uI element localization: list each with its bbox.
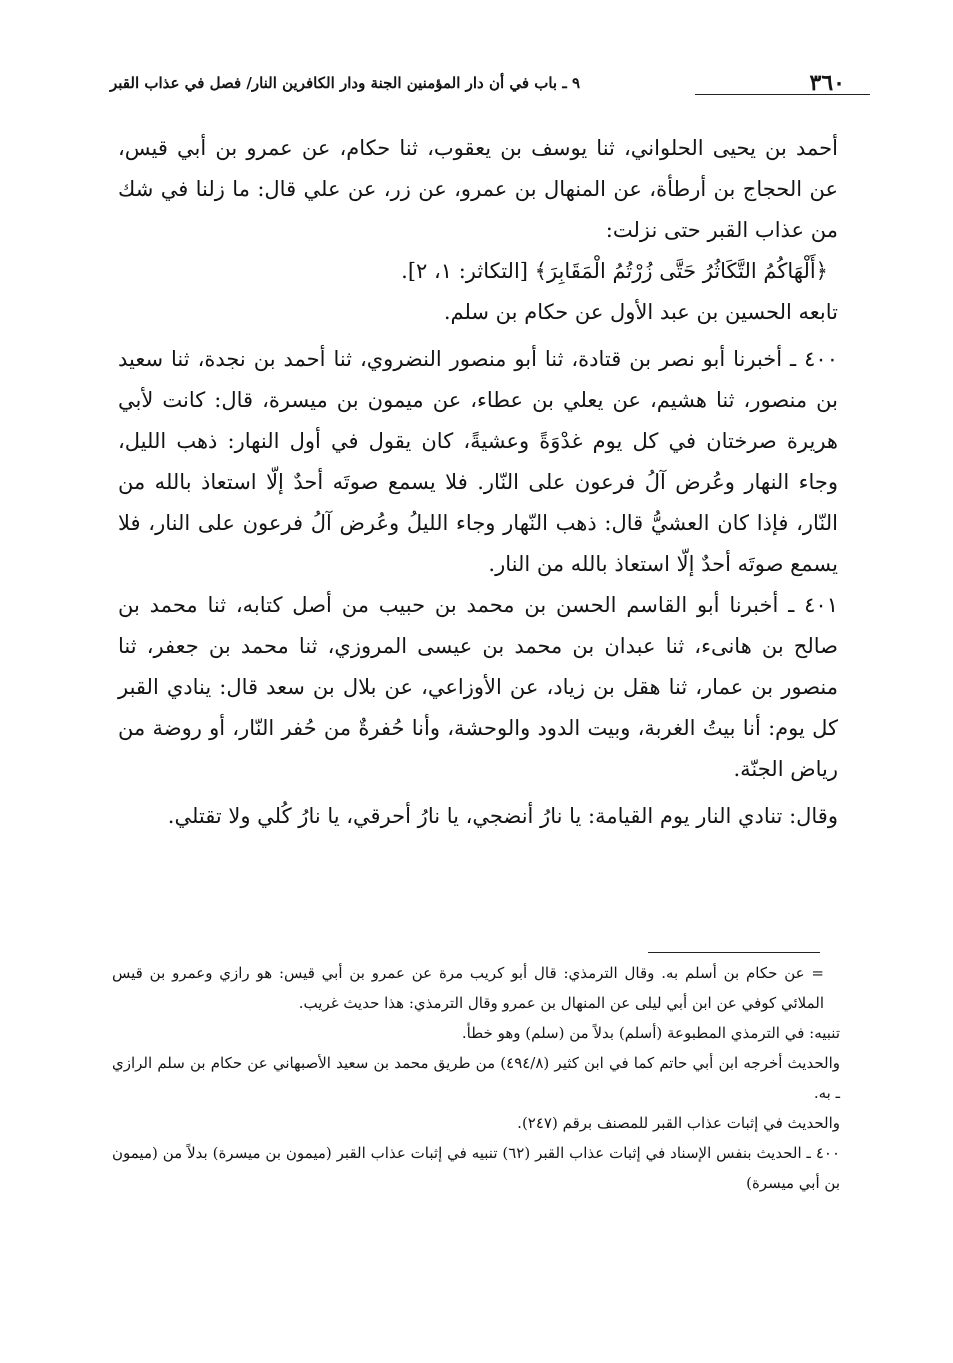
header-rule	[695, 94, 870, 95]
page-header	[110, 70, 845, 110]
hadith-400: ٤٠٠ ـ أخبرنا أبو نصر بن قتادة، ثنا أبو منصور النضروي، ثنا أحمد بن نجدة، ثنا سعيد بن منصور، ثنا هشيم، عن يعلي بن عطاء، عن ميمون بن ميسرة، قال: كانت لأبي هريرة صرختان في كل يوم غدْوَةً وعشيةً، كان يقول في أول النهار: ذهب الليل، وجاء النهار وعُرض آلُ فرعون على النّار. فلا يسمع صوتَه أحدٌ إلّا استعاذ بالله من النّار، فإذا كان العشيُّ قال: ذهب النّهار وجاء الليلُ وعُرض آلُ فرعون على النار، فلا يسمع صوتَه أحدٌ إلّا استعاذ بالله من النار.	[118, 347, 838, 576]
footnote-ithbat: والحديث في إثبات عذاب القبر للمصنف برقم (٢٤٧).	[517, 1114, 840, 1132]
main-text	[118, 128, 838, 837]
paragraph-follow-up: تابعه الحسين بن عبد الأول عن حكام بن سلم.	[443, 300, 838, 324]
footnote-continuation: = عن حكام بن أسلم به. وقال الترمذي: قال أبو كريب مرة عن عمرو بن أبي قيس: هو رازي وعمرو بن قيس الملائي كوفي عن ابن أبي ليلى عن المنهال بن عمرو وقال الترمذي: هذا حديث غريب.	[112, 964, 824, 1012]
footnote-rule	[648, 952, 820, 953]
footnote-ibn-kathir: والحديث أخرجه ابن أبي حاتم كما في ابن كثير (٤٩٤/٨) من طريق محمد بن سعيد الأصبهاني عن حكام بن سلم الرازي ـ به.	[112, 1054, 840, 1102]
footnotes	[112, 958, 840, 1198]
page-number: ٣٦٠	[809, 70, 845, 96]
quran-verse: ﴿أَلْهَاكُمُ التَّكَاثُرُ حَتَّى زُرْتُمُ الْمَقَابِرَ﴾ [التكاثر: ١، ٢].	[401, 259, 828, 283]
hadith-401: ٤٠١ ـ أخبرنا أبو القاسم الحسن بن محمد بن حبيب من أصل كتابه، ثنا محمد بن صالح بن هانىء، ثنا عبدان بن محمد بن عيسى المروزي، ثنا محمد بن جعفر، ثنا منصور بن عمار، ثنا هقل بن زياد، عن الأوزاعي، عن بلال بن سعد قال: ينادي القبر كل يوم: أنا بيتُ الغربة، وبيت الدود والوحشة، وأنا حُفرةٌ من حُفر النّار، أو روضة من رياض الجنّة.	[118, 593, 838, 781]
footnote-400: ٤٠٠ ـ الحديث بنفس الإسناد في إثبات عذاب القبر (٦٢) تنبيه في إثبات عذاب القبر (ميمون بن ميسرة) بدلاً من (ميمون بن أبي ميسرة)	[112, 1144, 840, 1192]
footnote-note: تنبيه: في الترمذي المطبوعة (أسلم) بدلاً من (سلم) وهو خطأ.	[461, 1024, 840, 1042]
running-head: ٩ ـ باب في أن دار المؤمنين الجنة ودار الكافرين النار/ فصل في عذاب القبر	[110, 74, 581, 92]
paragraph-fire-call: وقال: تنادي النار يوم القيامة: يا نارُ أنضجي، يا نارُ أحرقي، يا نارُ كُلي ولا تقتلي.	[167, 804, 838, 828]
paragraph-continuation: أحمد بن يحيى الحلواني، ثنا يوسف بن يعقوب، ثنا حكام، عن عمرو بن أبي قيس، عن الحجاج بن أرطأة، عن المنهال بن عمرو، عن زر، عن علي قال: ما زلنا في شك من عذاب القبر حتى نزلت:	[118, 136, 838, 242]
